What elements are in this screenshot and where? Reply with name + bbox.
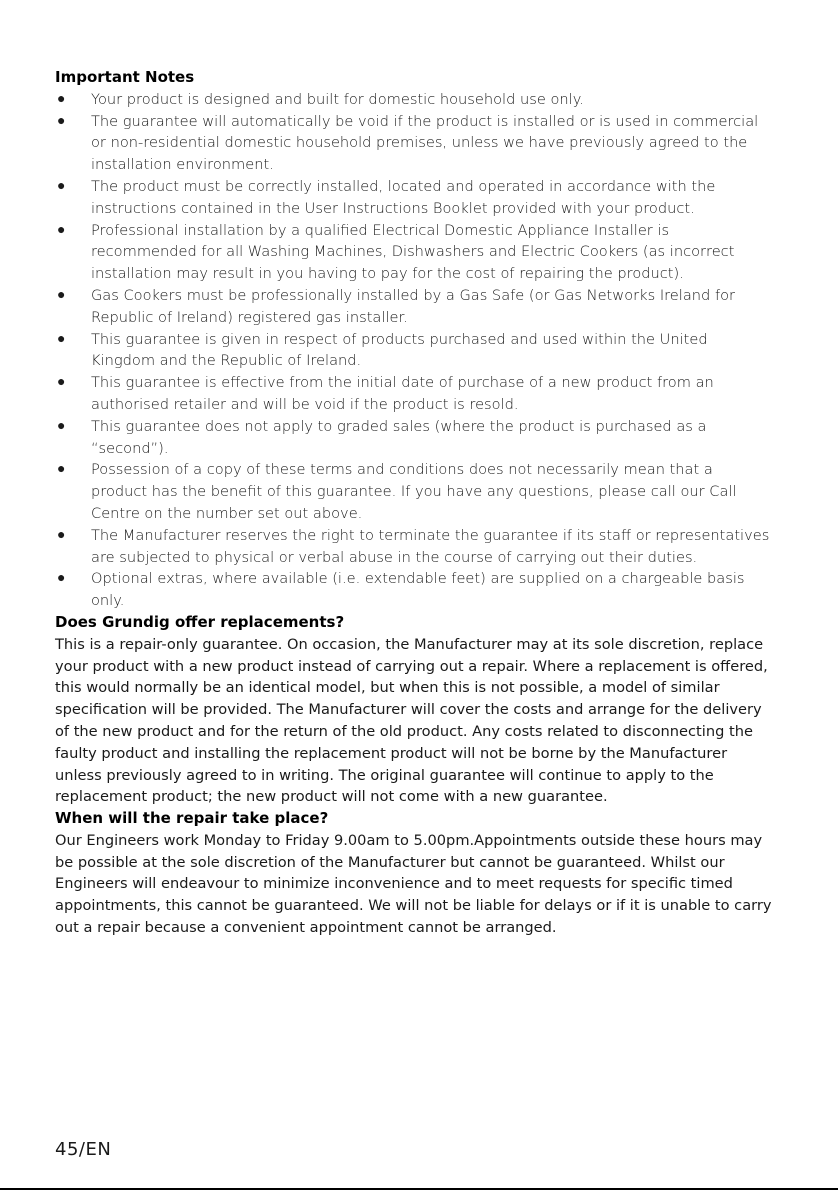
list-item-text: This guarantee is effective from the initial date of purchase of a new product from an authorised retailer and will be void if the product is resold.	[91, 374, 714, 413]
bullet-icon: ●	[57, 90, 66, 107]
bullet-icon: ●	[57, 286, 66, 303]
list-item-text: This guarantee is given in respect of products purchased and used within the United Kingdom and the Republic of Ireland.	[91, 330, 708, 370]
list-item-text: This guarantee does not apply to graded sales (where the product is purchased as a “second”).	[91, 417, 707, 457]
replacements-paragraph: This is a repair-only guarantee. On occasion, the Manufacturer may at its sole discretion, replace your product with a new product instead of carrying out a repair. Where a replacement is offered, this would normally be an identical model, but when this is not possible, a model of similar specification will be provided. The Manufacturer will cover the costs and arrange for the delivery of the new product and for the return of the old product. Any costs related to disconnecting the faulty product and installing the replacement product will not be borne by the Manufacturer unless previously agreed to in writing. The original guarantee will continue to apply to the replacement product; the new product will not come with a new guarantee.	[55, 635, 768, 806]
list-item	[55, 285, 773, 329]
repair-timing-paragraph: Our Engineers work Monday to Friday 9.00am to 5.00pm.Appointments outside these hours may be possible at the sole discretion of the Manufacturer but cannot be guaranteed. Whilst our Engineers will endeavour to minimize inconvenience and to meet requests for specific timed appointments, this cannot be guaranteed. We will not be liable for delays or if it is unable to carry out a repair because a convenient appointment cannot be arranged.	[55, 831, 772, 937]
list-item	[55, 220, 773, 285]
document-page	[55, 67, 773, 939]
list-item	[55, 176, 773, 220]
list-item-text: The product must be correctly installed, located and operated in accordance with the instructions contained in the User Instructions Booklet provided with your product.	[91, 177, 716, 217]
list-item	[55, 89, 773, 111]
bullet-icon: ●	[57, 570, 66, 587]
list-item	[55, 111, 773, 176]
list-item	[55, 416, 773, 460]
bullet-icon: ●	[57, 112, 66, 129]
list-item-text: The Manufacturer reserves the right to terminate the guarantee if its staff or representatives are subjected to physical or verbal abuse in the course of carrying out their duties.	[91, 526, 770, 566]
bullet-icon: ●	[57, 526, 66, 543]
bullet-icon: ●	[57, 177, 66, 194]
important-notes-heading: Important Notes	[55, 68, 195, 86]
list-item-text: Optional extras, where available (i.e. extendable feet) are supplied on a chargeable basis only.	[91, 570, 745, 610]
list-item-text: Possession of a copy of these terms and conditions does not necessarily mean that a product has the benefit of this guarantee. If you have any questions, please call our Call Centre on the number set out above.	[91, 461, 737, 522]
bottom-divider	[0, 1188, 838, 1190]
repair-timing-heading: When will the repair take place?	[55, 809, 329, 828]
list-item	[55, 525, 773, 569]
bullet-icon: ●	[57, 330, 66, 347]
list-item-text: Gas Cookers must be professionally installed by a Gas Safe (or Gas Networks Ireland for Republic of Ireland) registered gas installer.	[91, 286, 736, 326]
list-item	[55, 329, 773, 373]
page-number: 45/EN	[55, 1139, 112, 1160]
replacements-heading: Does Grundig offer replacements?	[55, 612, 345, 631]
list-item-text: The guarantee will automatically be void if the product is installed or is used in commercial or non-residential domestic household premises, unless we have previously agreed to the installation environment.	[91, 112, 759, 174]
bullet-icon: ●	[57, 221, 66, 238]
list-item	[55, 568, 773, 612]
bullet-icon: ●	[57, 461, 66, 478]
list-item-text: Professional installation by a qualified Electrical Domestic Appliance Installer is recommended for all Washing Machines, Dishwashers and Electric Cookers (as incorrect installation may result in you having to pay for the cost of repairing the product).	[91, 221, 735, 283]
list-item	[55, 372, 773, 416]
list-item-text: Your product is designed and built for domestic household use only.	[91, 90, 584, 108]
important-notes-list	[55, 89, 773, 612]
list-item	[55, 459, 773, 524]
bullet-icon: ●	[57, 374, 66, 391]
bullet-icon: ●	[57, 417, 66, 434]
